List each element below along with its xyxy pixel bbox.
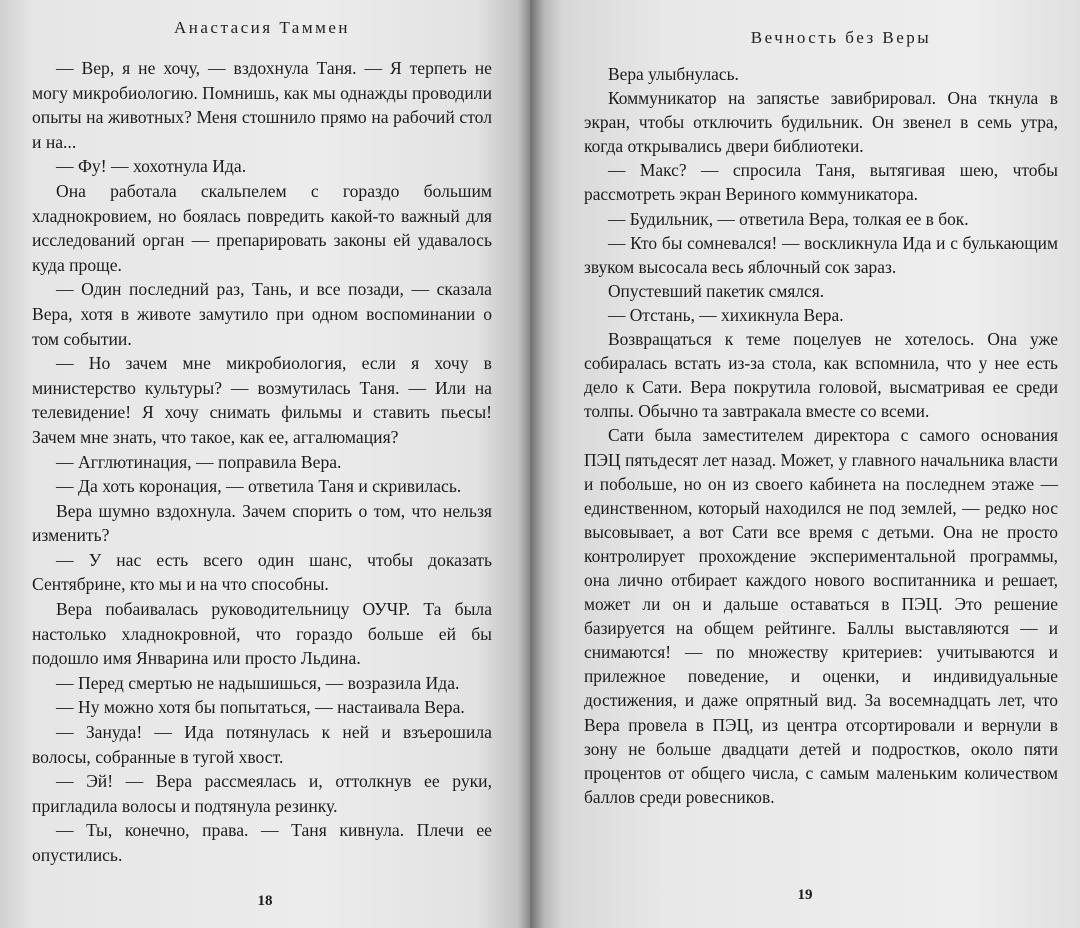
paragraph: Вера побаивалась руководительницу ОУЧР. Та была настолько хладнокровной, что гораздо больше ей бы подошло имя Январина или просто Льдина. xyxy=(32,599,492,669)
paragraph: — Кто бы сомневался! — воскликнула Ида и с булькающим звуком высосала весь яблочный сок зараз. xyxy=(584,232,1058,277)
left-page xyxy=(0,0,530,928)
paragraph: — Макс? — спросила Таня, вытягивая шею, чтобы рассмотреть экран Вериного коммуникатора. xyxy=(584,160,1058,205)
right-page-text xyxy=(584,62,1058,809)
paragraph: Опустевший пакетик смялся. xyxy=(608,280,825,301)
page-number: 19 xyxy=(797,887,813,903)
paragraph: — Зануда! — Ида потянулась к ней и взъерошила волосы, собранные в тугой хвост. xyxy=(32,722,492,767)
paragraph: — Но зачем мне микробиология, если я хочу в министерство культуры? — возмутилась Таня. — Или на телевидение! Я хочу снимать фильмы и ставить пьесы! Зачем мне знать, что такое, как ее, аггалюмация? xyxy=(32,353,492,447)
paragraph: Коммуникатор на запястье завибрировал. Она ткнула в экран, чтобы отключить будильник. Он звенел в семь утра, когда открывались двери библиотеки. xyxy=(584,88,1058,157)
paragraph: — Ты, конечно, права. — Таня кивнула. Плечи ее опустились. xyxy=(32,820,492,865)
paragraph: — Фу! — хохотнула Ида. xyxy=(56,156,247,177)
paragraph: Сати была заместителем директора с самого основания ПЭЦ пятьдесят лет назад. Может, у главного начальника власти и побольше, но он из своего кабинета на последнем этаже — единственном, который находился не под землей, — редко нос высовывает, а вот Сати все время с детьми. Она не просто контролирует прохождение экспериментальной программы, она лично отбирает каждого нового воспитанника и решает, может ли он и дальше оставаться в ПЭЦ. Это решение базируется на общем рейтинге. Баллы выставляются — и снимаются! — по множеству критериев: учитываются и прилежное поведение, и оценки, и индивидуальные достижения, и даже опрятный вид. За восемнадцать лет, что Вера провела в ПЭЦ, из центра отсортировали и вернули в зону не больше двадцати детей и подростков, около пяти процентов от общего числа, с самым маленьким количеством баллов среди ровесников. xyxy=(584,425,1058,807)
right-page xyxy=(530,0,1080,928)
paragraph: Она работала скальпелем с гораздо большим хладнокровием, но боялась повредить какой-то важный для исследований орган — препарировать законы ей удавалось куда проще. xyxy=(32,180,492,275)
paragraph: — Отстань, — хихикнула Вера. xyxy=(608,304,844,325)
paragraph: — Эй! — Вера рассмеялась и, оттолкнув ее руки, пригладила волосы и подтянула резинку. xyxy=(32,771,492,816)
paragraph: — Да хоть коронация, — ответила Таня и скривилась. xyxy=(56,476,462,497)
paragraph: — Один последний раз, Тань, и все позади, — сказала Вера, хотя в животе замутило при одном воспоминании о том событии. xyxy=(32,279,492,349)
paragraph: — У нас есть всего один шанс, чтобы доказать Сентябрине, кто мы и на что способны. xyxy=(32,549,492,595)
paragraph: — Агглютинация, — поправила Вера. xyxy=(56,451,342,472)
paragraph: — Вер, я не хочу, — вздохнула Таня. — Я терпеть не могу микробиологию. Помнишь, как мы однажды проводили опыты на животных? Меня стошнило прямо на рабочий стол и на... xyxy=(32,58,492,152)
left-page-text xyxy=(32,56,492,868)
paragraph: Возвращаться к теме поцелуев не хотелось. Она уже собиралась встать из-за стола, как вспомнила, что у нее есть дело к Сати. Вера покрутила головой, высматривая ее среди толпы. Обычно та завтракала вместе со всеми. xyxy=(584,329,1058,422)
paragraph: Вера шумно вздохнула. Зачем спорить о том, что нельзя изменить? xyxy=(32,500,492,546)
paragraph: — Ну можно хотя бы попытаться, — настаивала Вера. xyxy=(56,697,465,718)
running-head-title: Вечность без Веры xyxy=(750,28,932,47)
page-number: 18 xyxy=(257,893,273,909)
paragraph: — Будильник, — ответила Вера, толкая ее в бок. xyxy=(608,208,969,229)
running-head-author: Анастасия Таммен xyxy=(173,18,351,37)
paragraph: Вера улыбнулась. xyxy=(608,64,739,84)
paragraph: — Перед смертью не надышишься, — возразила Ида. xyxy=(56,672,460,693)
